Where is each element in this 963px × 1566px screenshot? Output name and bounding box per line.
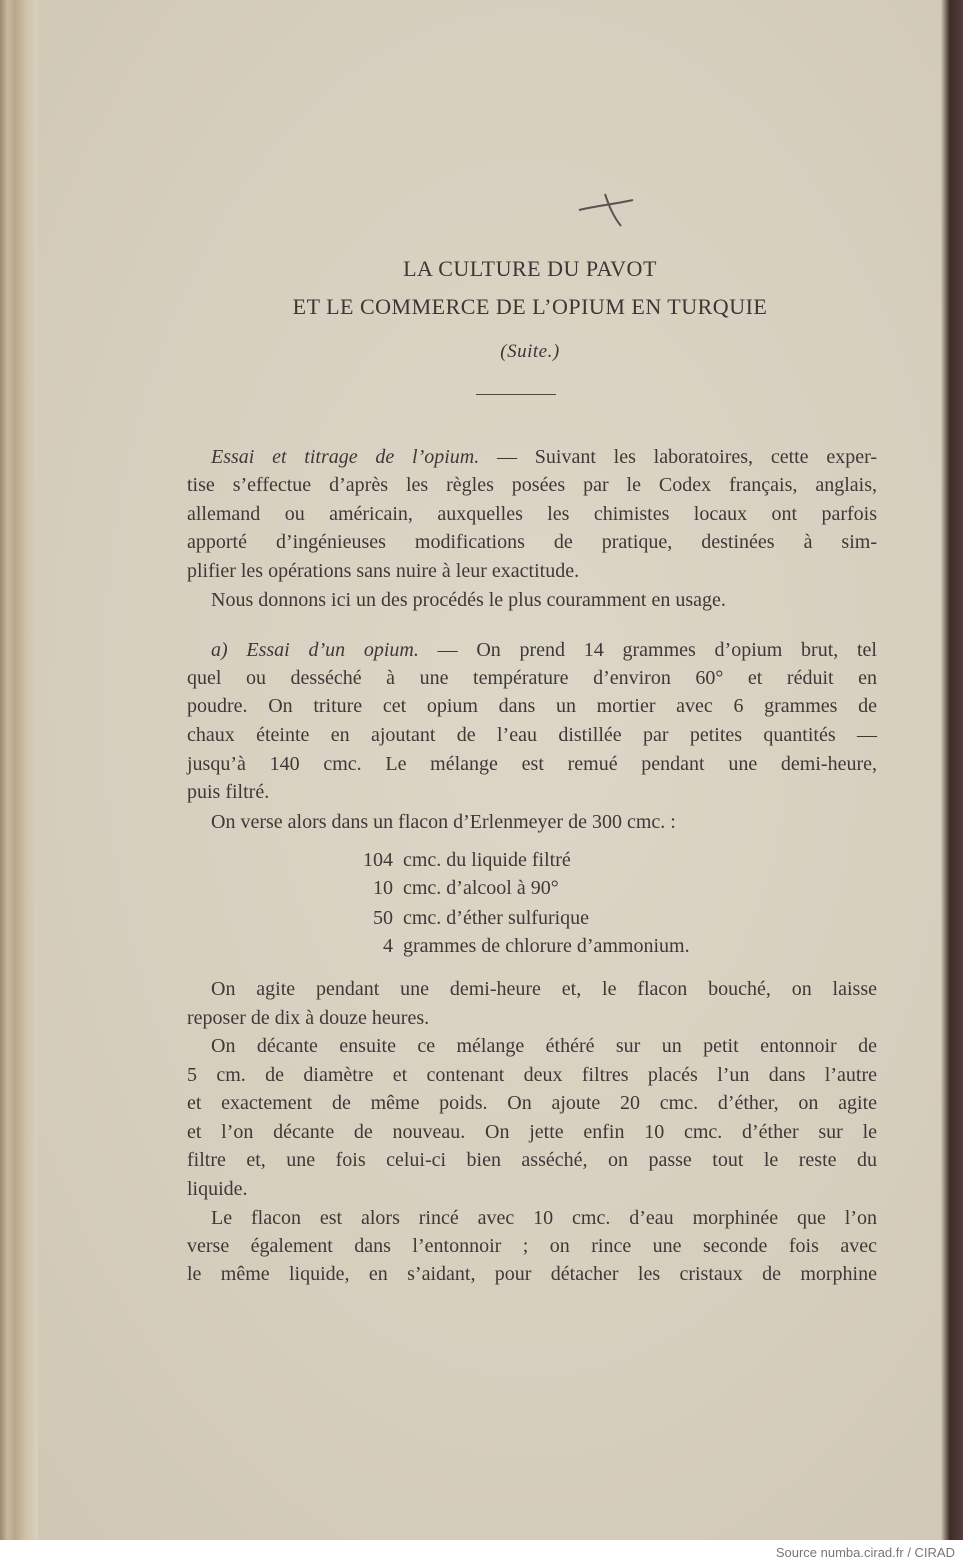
ingredient-description: cmc. du liquide filtré	[403, 849, 571, 871]
text-line	[187, 1091, 877, 1115]
line-text: — Suivant les laboratoires, cette exper-	[479, 446, 878, 468]
ingredient-description: grammes de chlorure d’ammonium.	[403, 935, 690, 957]
line-text: chaux éteinte en ajoutant de l’eau distillée par petites quantités —	[187, 724, 877, 746]
line-text: tise s’effectue d’après les règles posées par le Codex français, anglais,	[187, 474, 877, 496]
text-line	[211, 1206, 877, 1230]
text-line	[187, 1177, 877, 1201]
title-divider	[476, 394, 556, 395]
text-line	[187, 666, 877, 690]
line-text: liquide.	[187, 1178, 248, 1200]
article-title-line-2: ET LE COMMERCE DE L’OPIUM EN TURQUIE	[292, 294, 768, 319]
handwritten-mark-icon	[575, 192, 635, 232]
italic-heading: a) Essai d’un opium.	[211, 639, 419, 661]
line-text: 5 cm. de diamètre et contenant deux filtres placés l’un dans l’autre	[187, 1064, 877, 1086]
line-text: Le flacon est alors rincé avec 10 cmc. d’eau morphinée que l’on	[211, 1207, 877, 1229]
ingredient-row	[355, 876, 559, 900]
line-text: filtre et, une fois celui-ci bien asséché, on passe tout le reste du	[187, 1149, 877, 1171]
line-text: reposer de dix à douze heures.	[187, 1007, 430, 1029]
line-text: et exactement de même poids. On ajoute 20 cmc. d’éther, on agite	[187, 1092, 877, 1114]
line-text: verse également dans l’entonnoir ; on rince une seconde fois avec	[187, 1235, 877, 1257]
ingredient-quantity: 10	[373, 877, 393, 899]
text-line	[187, 1120, 877, 1144]
ingredient-quantity: 104	[363, 849, 393, 871]
ingredient-quantity: 50	[373, 907, 393, 929]
line-text: On décante ensuite ce mélange éthéré sur un petit entonnoir de	[211, 1035, 877, 1057]
text-line	[187, 752, 877, 776]
text-line	[211, 1034, 877, 1058]
text-line	[187, 1148, 877, 1172]
binding-edge	[941, 0, 963, 1540]
line-text: — On prend 14 grammes d’opium brut, tel	[418, 639, 877, 661]
text-line	[187, 1234, 877, 1258]
article-subtitle: (Suite.)	[500, 341, 560, 362]
text-line	[211, 588, 877, 612]
line-text: poudre. On triture cet opium dans un mortier avec 6 grammes de	[187, 695, 877, 717]
line-text: On verse alors dans un flacon d’Erlenmeyer de 300 cmc. :	[211, 811, 676, 833]
page-stack-edge	[0, 0, 38, 1540]
line-text: allemand ou américain, auxquelles les chimistes locaux ont parfois	[187, 503, 877, 525]
line-text: et l’on décante de nouveau. On jette enfin 10 cmc. d’éther sur le	[187, 1121, 877, 1143]
text-line	[187, 723, 877, 747]
text-line	[187, 559, 877, 583]
text-line	[211, 977, 877, 1001]
text-line	[187, 1006, 877, 1030]
line-text: quel ou desséché à une température d’environ 60° et réduit en	[187, 667, 877, 689]
text-line	[211, 810, 877, 834]
text-line	[187, 1262, 877, 1286]
text-line	[211, 638, 877, 662]
text-line	[187, 473, 877, 497]
ingredient-description: cmc. d’alcool à 90°	[403, 877, 559, 899]
article-title-line-1: LA CULTURE DU PAVOT	[403, 256, 657, 281]
ingredient-description: cmc. d’éther sulfurique	[403, 907, 590, 929]
ingredient-row	[355, 906, 589, 930]
line-text: plifier les opérations sans nuire à leur exactitude.	[187, 560, 580, 582]
text-line	[187, 694, 877, 718]
text-line	[187, 530, 877, 554]
line-text: jusqu’à 140 cmc. Le mélange est remué pendant une demi-heure,	[187, 753, 877, 775]
line-text: apporté d’ingénieuses modifications de pratique, destinées à sim-	[187, 531, 877, 553]
line-text: On agite pendant une demi-heure et, le flacon bouché, on laisse	[211, 978, 877, 1000]
text-line	[187, 1063, 877, 1087]
ingredient-row	[355, 848, 571, 872]
line-text: le même liquide, en s’aidant, pour détacher les cristaux de morphine	[187, 1263, 877, 1285]
text-line	[187, 780, 877, 804]
line-text: Nous donnons ici un des procédés le plus couramment en usage.	[211, 589, 726, 611]
source-credit: Source numba.cirad.fr / CIRAD	[775, 1545, 955, 1560]
text-line	[211, 445, 877, 469]
text-line	[187, 502, 877, 526]
line-text: puis filtré.	[187, 781, 270, 803]
italic-heading: Essai et titrage de l’opium.	[211, 446, 480, 468]
ingredient-row	[355, 934, 690, 958]
ingredient-quantity: 4	[383, 935, 393, 957]
